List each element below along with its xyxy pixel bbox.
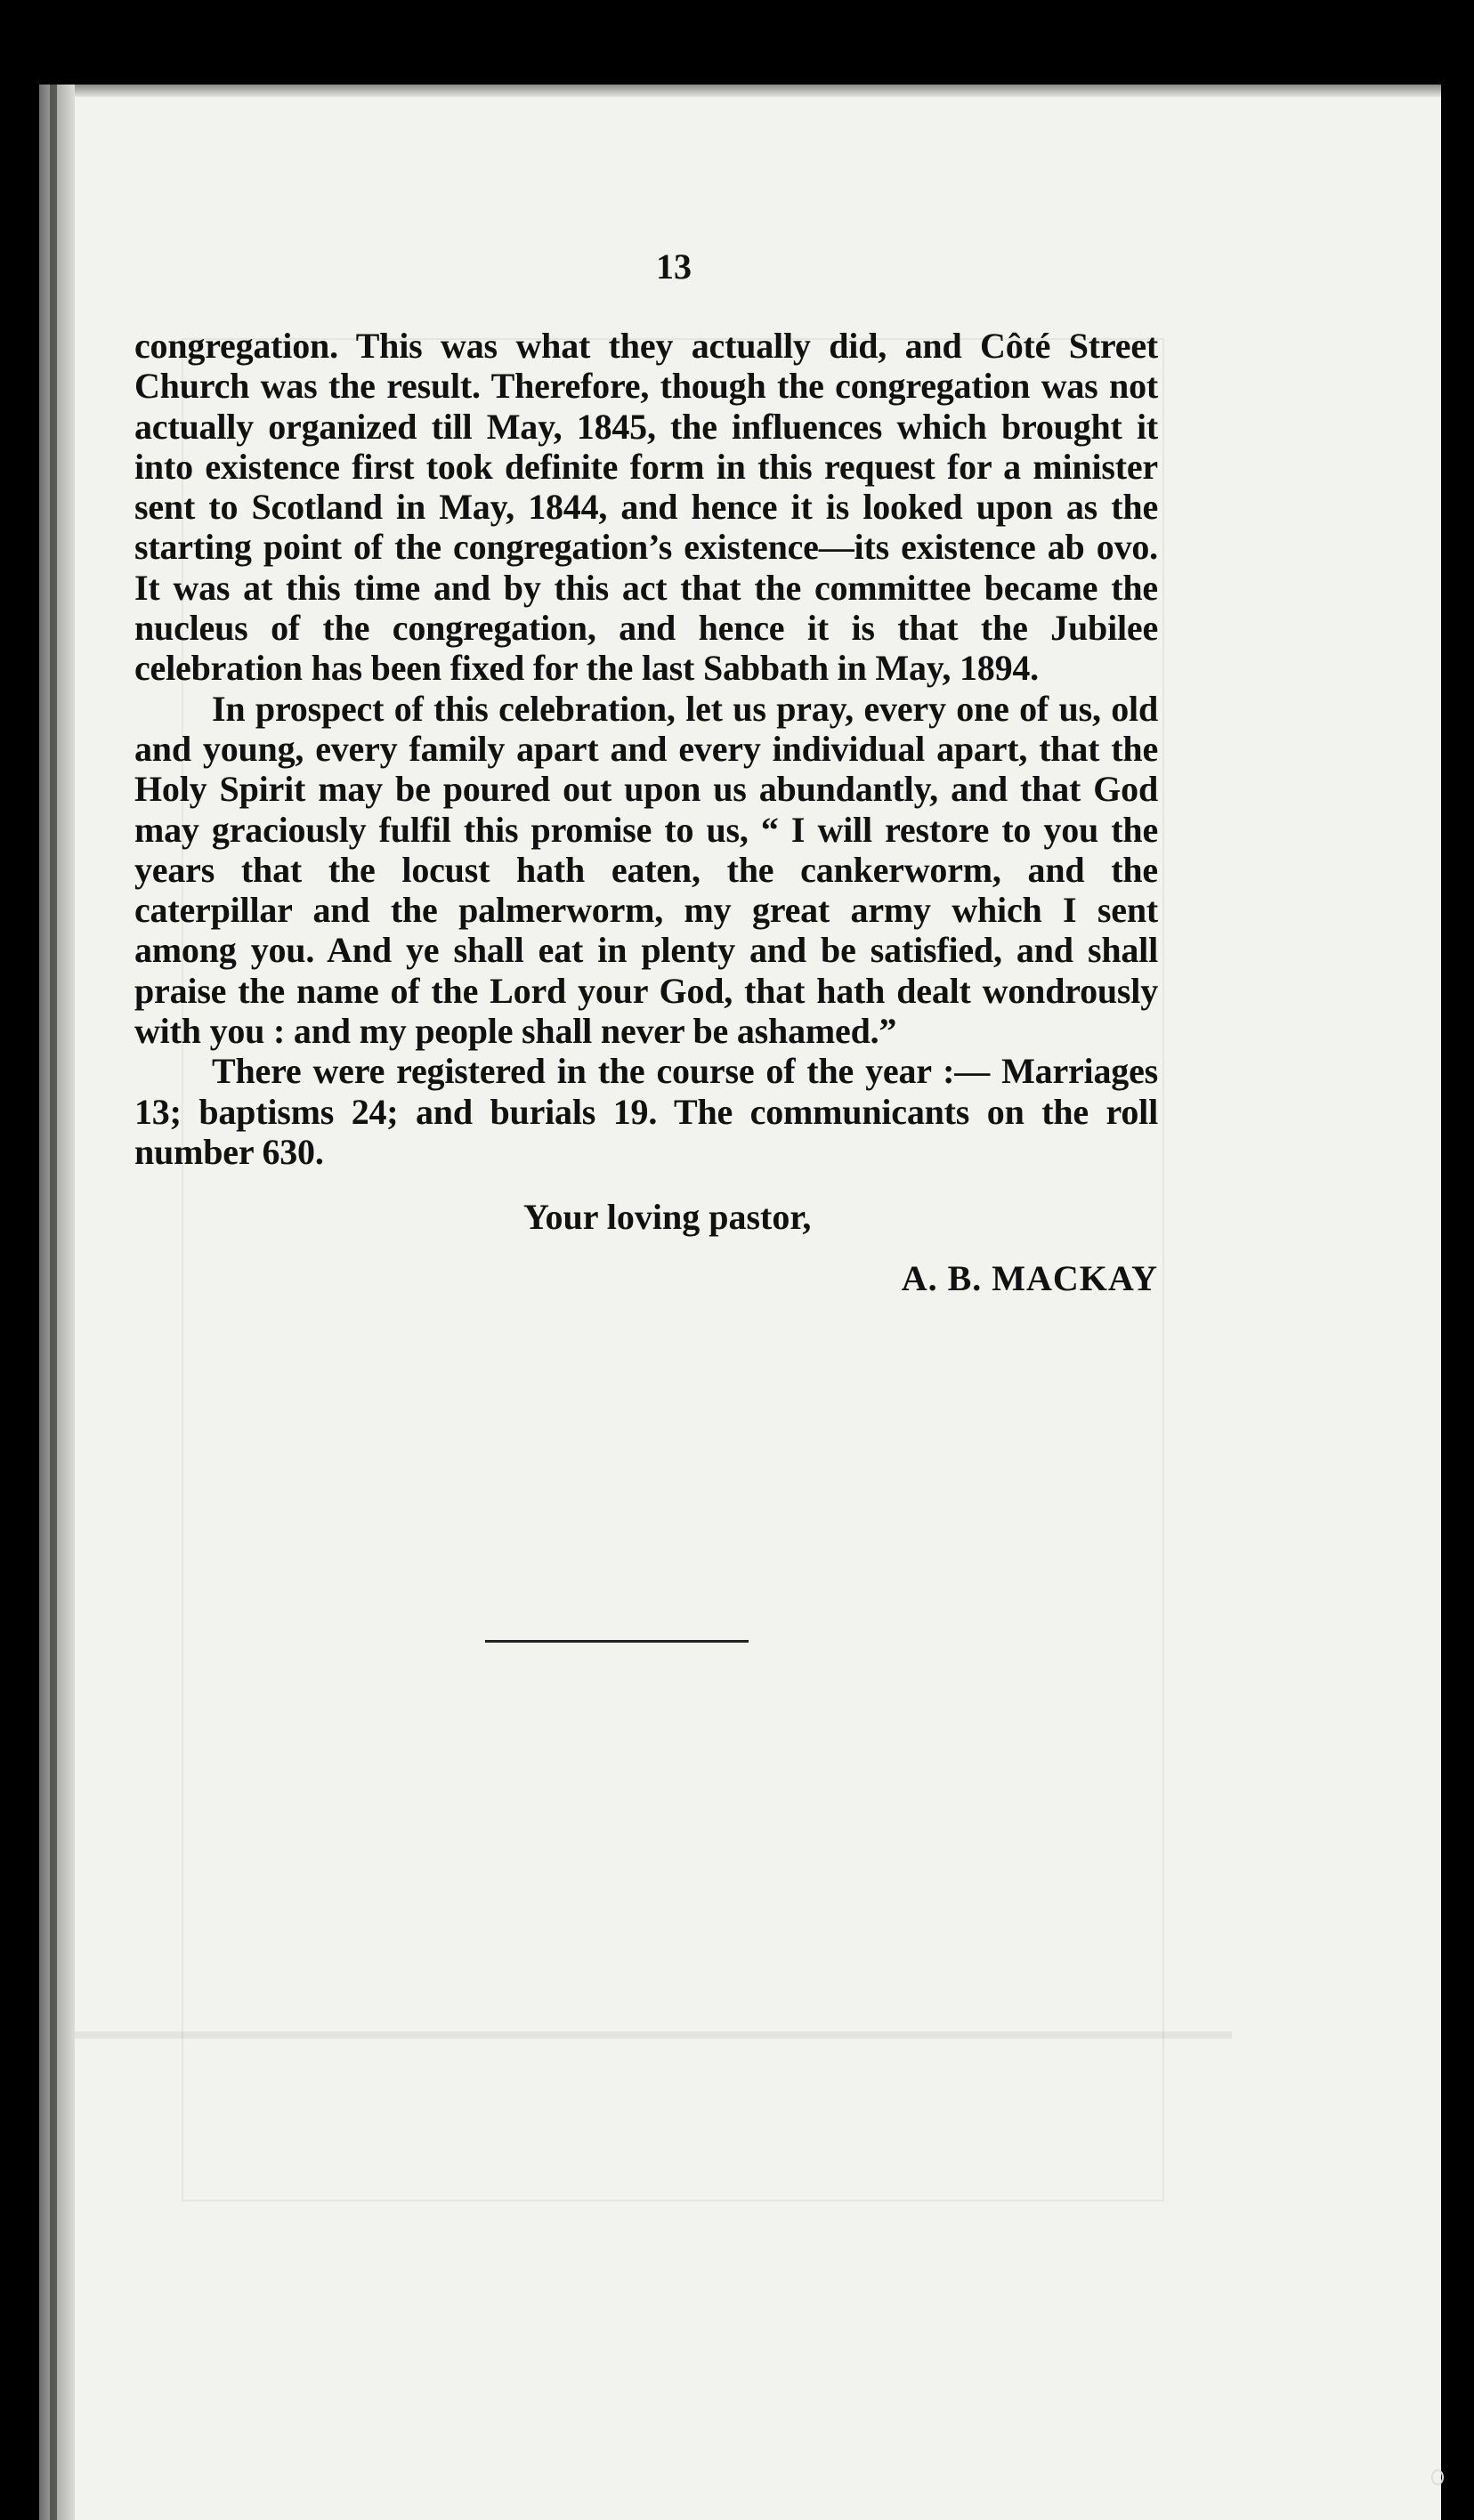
text-block [134,246,1158,1298]
binding-edge [50,85,57,2520]
paragraph-3: There were registered in the course of the year :— Marriages 13; baptisms 24; and burials 19. The communicants on the roll number 630. [134,1051,1158,1172]
paragraph-2: In prospect of this celebration, let us pray, every one of us, old and young, every family apart and every individual apart, that the Holy Spirit may be poured out upon us abundantly, and that God may graciously fulfil this promise to us, “ I will restore to you the years that the locust hath eaten, the cankerworm, and the caterpillar and the palmerworm, my great army which I sent among you. And ye shall eat in plenty and be satisfied, and shall praise the name of the Lord your God, that hath dealt wondrously with you : and my people shall never be ashamed.” [134,688,1158,1052]
paragraph-1: congregation. This was what they actually did, and Côté Street Church was the result. Therefore, though the congregation was not actually organized till May, 1845, the influences which brought it into existence first took definite form in this request for a minister sent to Scotland in May, 1844, and hence it is looked upon as the starting point of the congregation’s existence—its existence ab ovo. It was at this time and by this act that the committee became the nucleus of the congregation, and hence it is that the Jubilee celebration has been fixed for the last Sabbath in May, 1894. [134,326,1158,689]
page-top-shadow [39,85,1441,97]
page-number: 13 [656,246,692,287]
end-rule [485,1640,749,1643]
closing-line: Your loving pastor, [523,1197,812,1238]
show-through-line [75,2031,1232,2039]
page-binding-shadow [39,85,75,2520]
scan-mark [1431,2469,1444,2485]
signature: A. B. MACKAY [901,1258,1158,1299]
